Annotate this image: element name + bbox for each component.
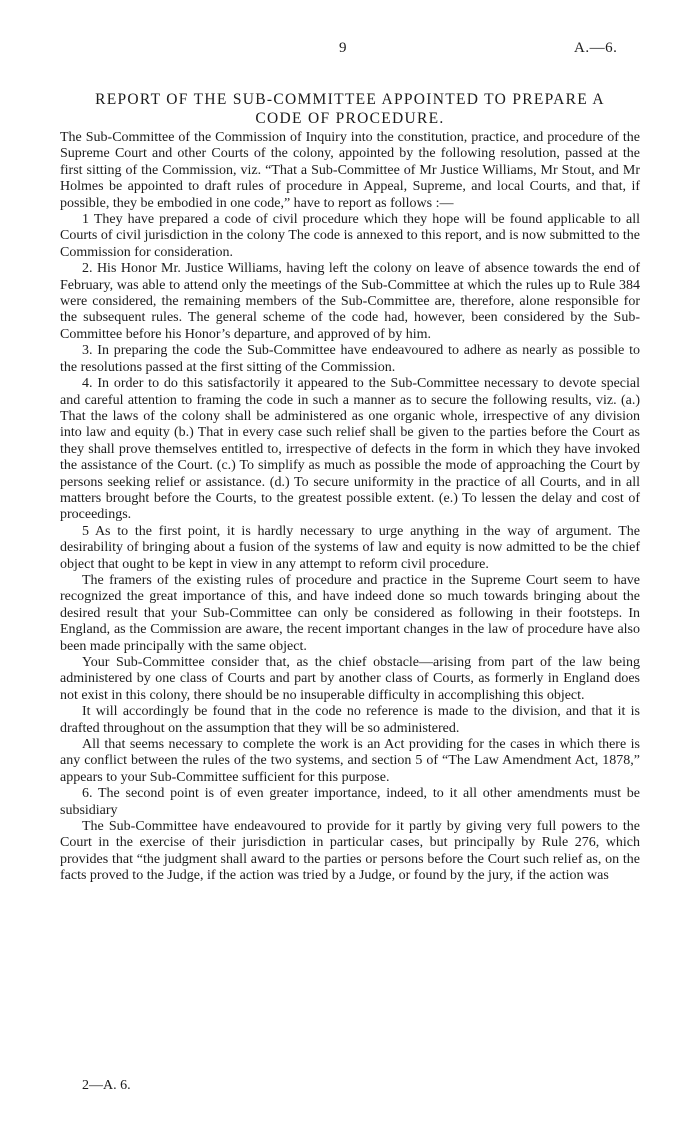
paragraph-5-obstacle: Your Sub-Committee consider that, as the chief obstacle—arising from part of the law being administered by one class of Courts and part by another class of Courts, as formerly in England does not exist in this colony, there should be no insuperable difficulty in accomplishing this object. (60, 655, 640, 703)
paragraph-3: 3. In preparing the code the Sub-Committee have endeavoured to adhere as nearly as possible to the resolutions passed at the first sitting of the Commission. (60, 343, 640, 375)
document-reference: A.—6. (574, 40, 618, 56)
report-title (60, 90, 640, 128)
paragraph-1: 1 They have prepared a code of civil procedure which they hope will be found applicable to all Courts of civil jurisdiction in the colony The code is annexed to this report, and is now submitted to the Commission for consideration. (60, 212, 640, 260)
report-body (60, 130, 640, 885)
report-title-line-2: CODE OF PROCEDURE. (255, 110, 445, 127)
paragraph-5-act: All that seems necessary to complete the work is an Act providing for the cases in which there is any conflict between the rules of the two systems, and section 5 of “The Law Amendment Act, 1878,” appears to your Sub-Committee sufficient for this purpose. (60, 737, 640, 785)
paragraph-2: 2. His Honor Mr. Justice Williams, having left the colony on leave of absence towards the end of February, was able to attend only the meetings of the Sub-Committee at which the rules up to Rule 384 were considered, the remaining members of the Sub-Committee are, therefore, alone responsible for the subsequent rules. The general scheme of the code had, however, been considered by the Sub-Committee before his Honor’s departure, and approved of by him. (60, 261, 640, 342)
paragraph-5: 5 As to the first point, it is hardly necessary to urge anything in the way of argument. The desirability of bringing about a fusion of the systems of law and equity is now admitted to be the chief object that ought to be kept in view in any attempt to reform civil procedure. (60, 523, 640, 572)
paragraph-6-rule-276: The Sub-Committee have endeavoured to provide for it partly by giving very full powers to the Court in the exercise of their jurisdiction in particular cases, but principally by Rule 276, which provides that “the judgment shall award to the parties or persons before the Court such relief as, on the facts proved to the Judge, if the action was tried by a Judge, or found by the jury, if the action was (60, 819, 640, 884)
page-signature: 2—A. 6. (82, 1078, 131, 1093)
report-title-line-1: REPORT OF THE SUB-COMMITTEE APPOINTED TO PREPARE A (95, 91, 605, 108)
paragraph-4: 4. In order to do this satisfactorily it appeared to the Sub-Committee necessary to devote special and careful attention to framing the code in such a manner as to secure the following results, viz. (a.) That the laws of the colony shall be administered as one organic whole, irrespective of any division into law and equity (b.) That in every case such relief shall be given to the parties before the Court as they shall prove themselves entitled to, irrespective of defects in the form in which they have invoked the assistance of the Court. (c.) To simplify as much as possible the mode of approaching the Court by persons seeking relief or assistance. (d.) To secure uniformity in the practice of all Courts, and in all matters brought before the Courts, to the greatest possible extent. (e.) To lessen the delay and cost of proceedings. (60, 376, 640, 523)
paragraph-5-division: It will accordingly be found that in the code no reference is made to the division, and that it is drafted throughout on the assumption that they will be so administered. (60, 704, 640, 736)
paragraph-6: 6. The second point is of even greater importance, indeed, to it all other amendments must be subsidiary (60, 786, 640, 818)
paragraph-5-framers: The framers of the existing rules of procedure and practice in the Supreme Court seem to have recognized the great importance of this, and have indeed done so much towards bringing about the desired result that your Sub-Committee can only be considered as following in their footsteps. In England, as the Commission are aware, the recent important changes in the law of procedure have also been made principally with the same object. (60, 572, 640, 654)
page-number: 9 (339, 40, 347, 56)
paragraph-intro: The Sub-Committee of the Commission of Inquiry into the constitution, practice, and procedure of the Supreme Court and other Courts of the colony, appointed by the following resolution, passed at the first sitting of the Commission, viz. “That a Sub-Committee of Mr Justice Williams, Mr Stout, and Mr Holmes be appointed to draft rules of procedure in Appeal, Supreme, and local Courts, and that, if possible, they be embodied in one code,” have to report as follows :— (60, 130, 640, 211)
